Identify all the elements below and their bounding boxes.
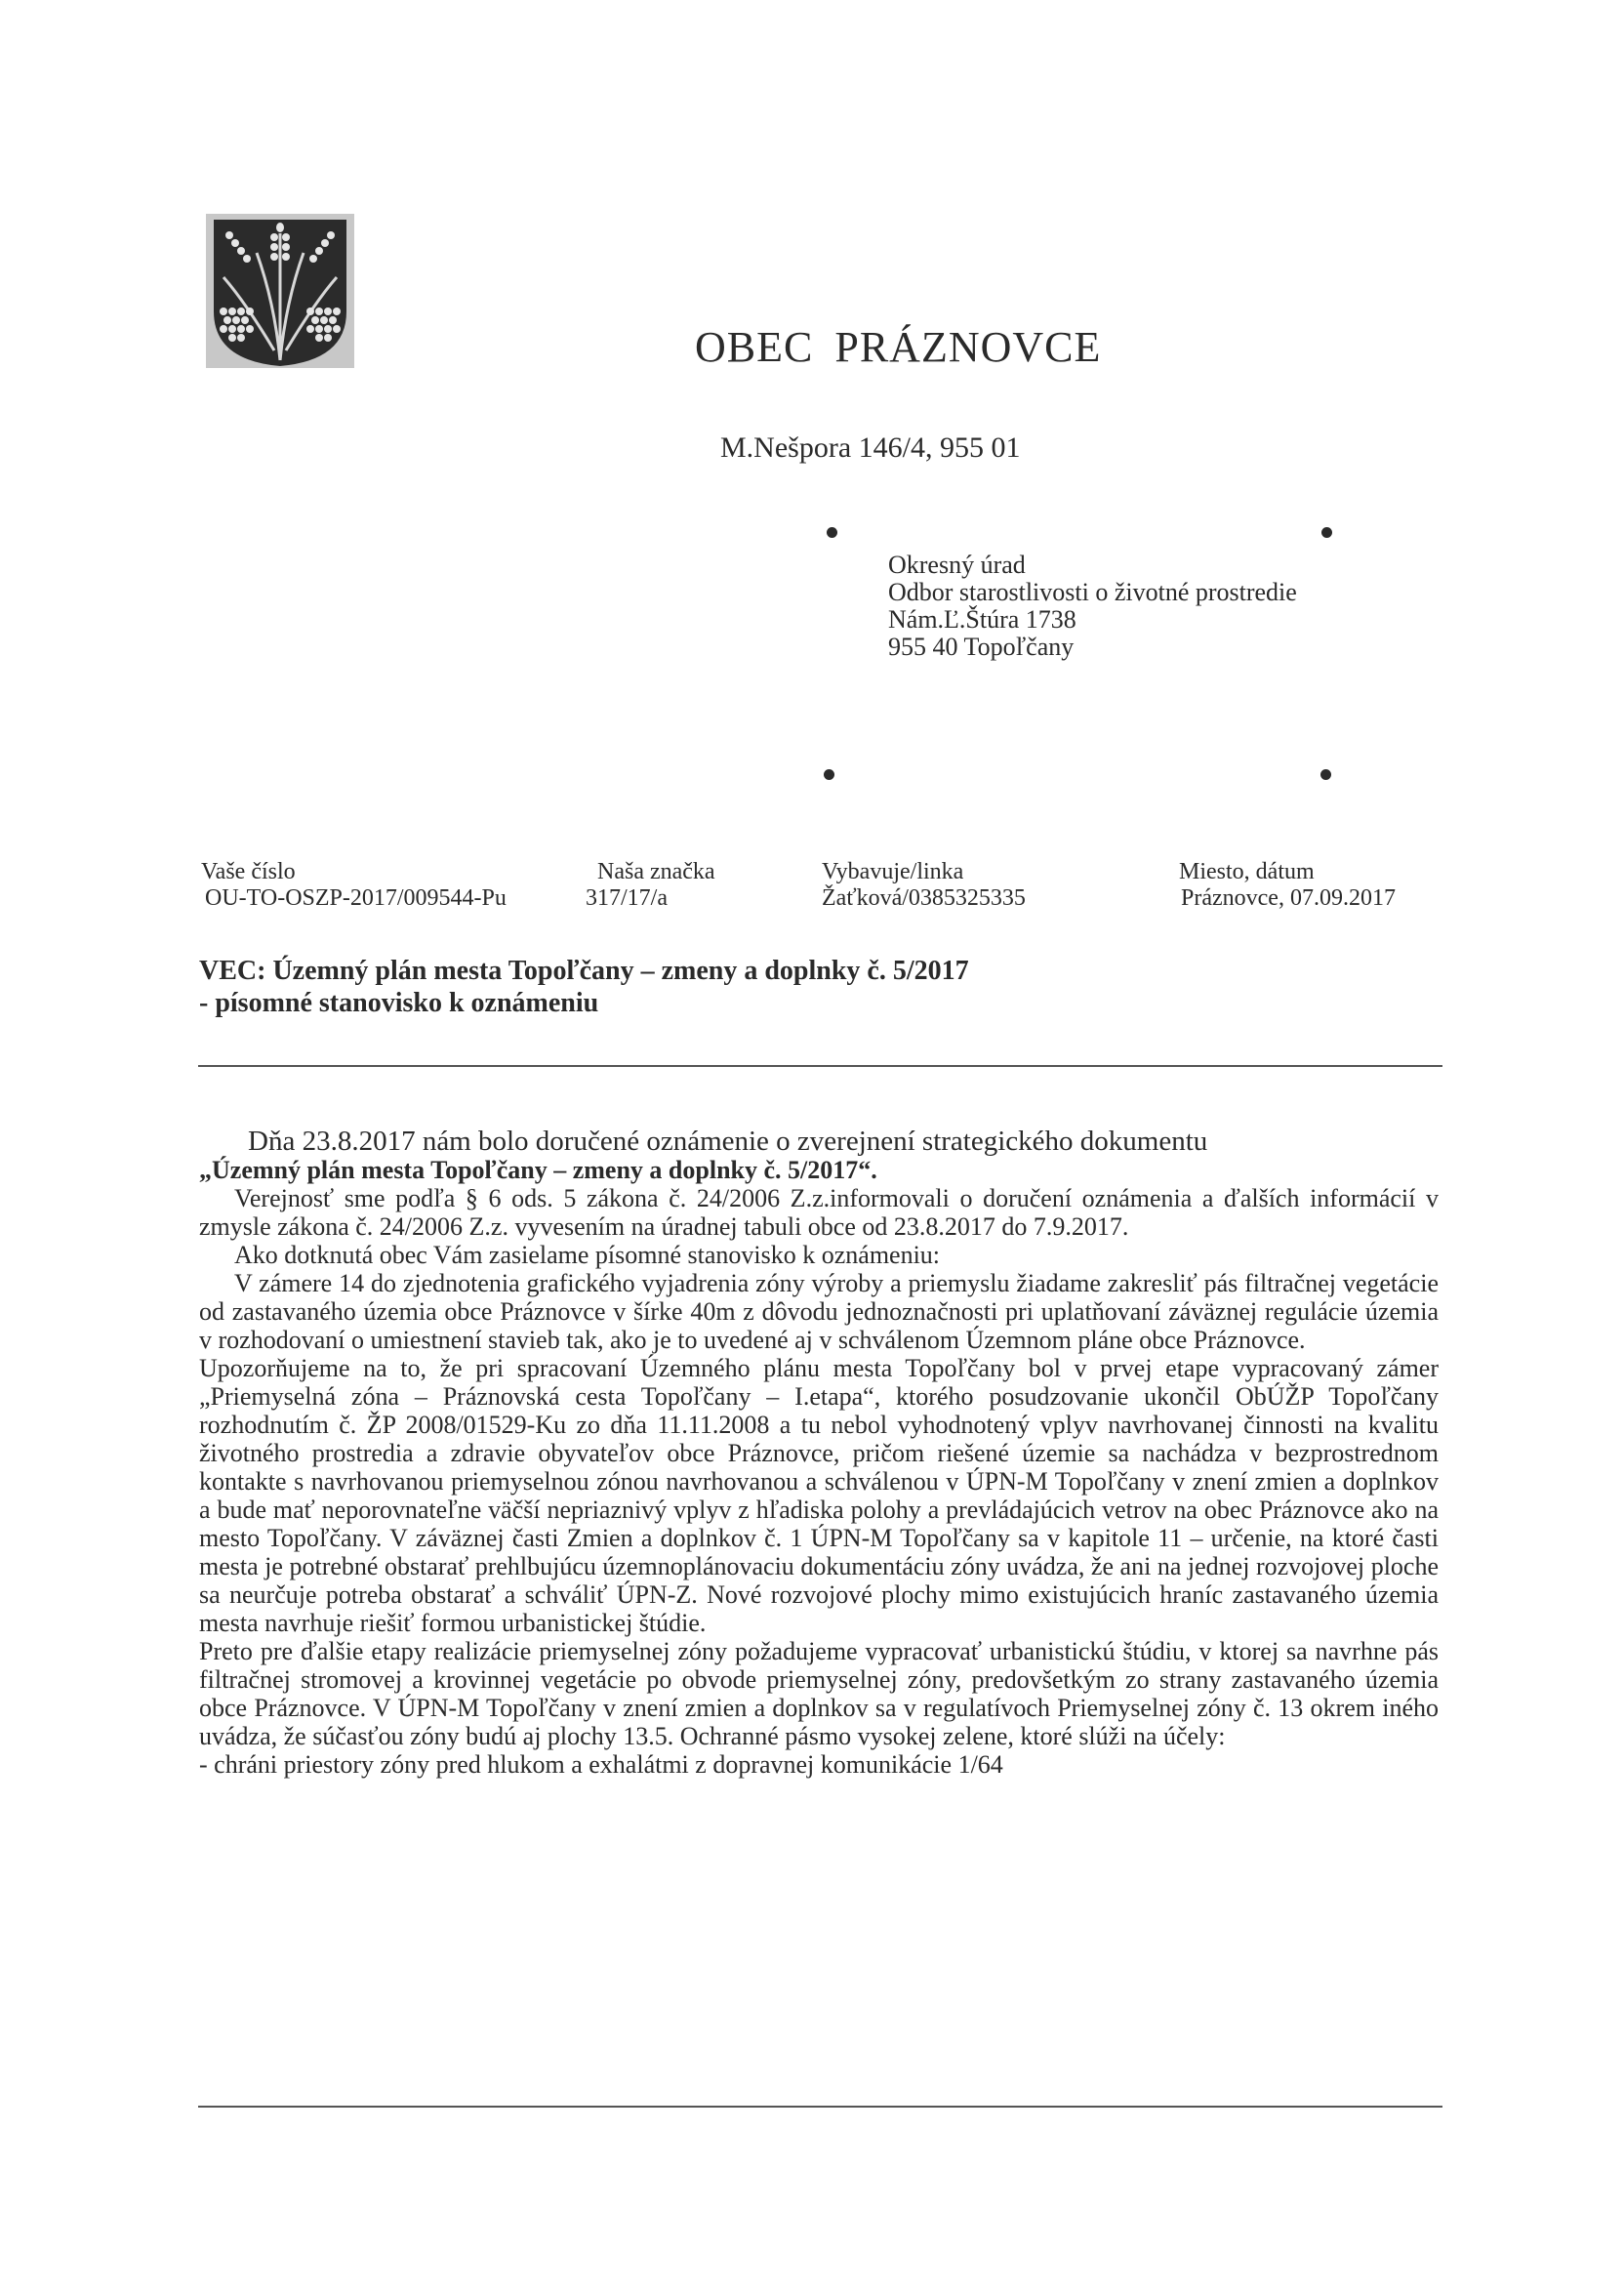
- paragraph-zone-request: V zámere 14 do zjednotenia grafického vyjadrenia zóny výroby a priemyslu žiadame zakresliť pás filtračnej vegetácie od zastavaného územia obce Práznovce v šírke 40m z dôvodu jednoznačnosti pri uplatňovaní záväznej regulácie územia v rozhodovaní o umiestnení stavieb tak, ako je to uvedené aj v schválenom Územnom pláne obce Práznovce.: [199, 1269, 1439, 1354]
- document-title-quote: „Územný plán mesta Topoľčany – zmeny a doplnky č. 5/2017“.: [199, 1156, 877, 1184]
- your-number-value: OU-TO-OSZP-2017/009544-Pu: [205, 885, 507, 911]
- recipient-line: Okresný úrad: [888, 551, 1026, 579]
- envelope-window-mark: [1320, 769, 1331, 780]
- recipient-address-block: [888, 552, 1297, 661]
- letter-body: [199, 1128, 1439, 1779]
- our-reference-value: 317/17/a: [586, 885, 668, 911]
- organization-title: OBEC PRÁZNOVCE: [695, 323, 1102, 371]
- subject-line-1: VEC: Územný plán mesta Topoľčany – zmeny a doplnky č. 5/2017: [199, 956, 969, 986]
- your-number-field: [201, 859, 507, 912]
- our-reference-label: Naša značka: [597, 859, 715, 884]
- footer-divider-line: [198, 2106, 1442, 2108]
- place-date-field: [1179, 859, 1396, 912]
- divider-line: [198, 1065, 1442, 1067]
- recipient-line: 955 40 Topoľčany: [888, 633, 1075, 661]
- paragraph-intro: Dňa 23.8.2017 nám bolo doručené oznámenie o zverejnení strategického dokumentu: [248, 1126, 1208, 1157]
- paragraph-statement-intro: Ako dotknutá obec Vám zasielame písomné stanovisko k oznámeniu:: [234, 1241, 941, 1269]
- place-date-value: Práznovce, 07.09.2017: [1181, 885, 1396, 911]
- subject-heading: [199, 955, 969, 1019]
- place-date-label: Miesto, dátum: [1179, 859, 1315, 884]
- paragraph-warning: Upozorňujeme na to, že pri spracovaní Územného plánu mesta Topoľčany bol v prvej etape vypracovaný zámer „Priemyselná zóna – Práznovská cesta Topoľčany – I.etapa“, ktorého posudzovanie ukončil ObÚŽP Topoľčany rozhodnutím č. ŽP 2008/01529-Ku zo dňa 11.11.2008 a tu nebol vyhodnotený vplyv navrhovanej činnosti na kvalitu životného prostredia a zdravie obyvateľov obce Práznovce, pričom riešené územie sa nachádza v bezprostrednom kontakte s navrhovanou priemyselnou zónou navrhovanou a schválenou v ÚPN-M Topoľčany v znení zmien a doplnkov a bude mať neporovnateľne väčší nepriaznivý vplyv z hľadiska polohy a prevládajúcich vetrov na obec Práznovce ako na mesto Topoľčany. V záväznej časti Zmien a doplnkov č. 1 ÚPN-M Topoľčany sa v kapitole 11 – určenie, na ktoré časti mesta je potrebné obstarať prehlbujúcu územnoplánovaciu dokumentáciu zóny uvádza, že ani na jednej rozvojovej ploche sa neurčuje potreba obstarať a schváliť ÚPN-Z. Nové rozvojové plochy mimo existujúcich hraníc zastavaného územia mesta navrhuje riešiť formou urbanistickej štúdie.: [199, 1354, 1439, 1637]
- coat-of-arms-logo: [206, 214, 354, 368]
- wheat-grapes-emblem-icon: [206, 214, 354, 368]
- our-reference-field: [586, 859, 715, 912]
- paragraph-publicity: Verejnosť sme podľa § 6 ods. 5 zákona č. 24/2006 Z.z.informovali o doručení oznámenia a ďalších informácií v zmysle zákona č. 24/2006 Z.z. vyvesením na úradnej tabuli obce od 23.8.2017 do 7.9.2017.: [199, 1184, 1439, 1241]
- paragraph-protection-item: - chráni priestory zóny pred hlukom a exhalátmi z dopravnej komunikácie 1/64: [199, 1750, 1003, 1779]
- recipient-line: Nám.Ľ.Štúra 1738: [888, 605, 1076, 634]
- handled-by-field: [822, 859, 1026, 912]
- your-number-label: Vaše číslo: [201, 859, 296, 884]
- paragraph-study-request: Preto pre ďalšie etapy realizácie priemyselnej zóny požadujeme vypracovať urbanistickú štúdiu, v ktorej sa navrhne pás filtračnej stromovej a krovinnej vegetácie po obvode priemyselnej zóny, predovšetkým zo strany zastavaného územia obce Práznovce. V ÚPN-M Topoľčany v znení zmien a doplnkov sa v regulatívoch Priemyselnej zóny č. 13 okrem iného uvádza, že súčasťou zóny budú aj plochy 13.5. Ochranné pásmo vysokej zelene, ktoré slúži na účely:: [199, 1637, 1439, 1750]
- recipient-line: Odbor starostlivosti o životné prostredie: [888, 578, 1297, 606]
- handled-by-value: Žaťková/0385325335: [822, 885, 1026, 911]
- envelope-window-mark: [1321, 527, 1332, 538]
- handled-by-label: Vybavuje/linka: [822, 859, 964, 884]
- subject-line-2: - písomné stanovisko k oznámeniu: [199, 988, 599, 1018]
- organization-address: M.Nešpora 146/4, 955 01: [720, 431, 1021, 464]
- envelope-window-mark: [824, 769, 834, 780]
- envelope-window-mark: [827, 527, 837, 538]
